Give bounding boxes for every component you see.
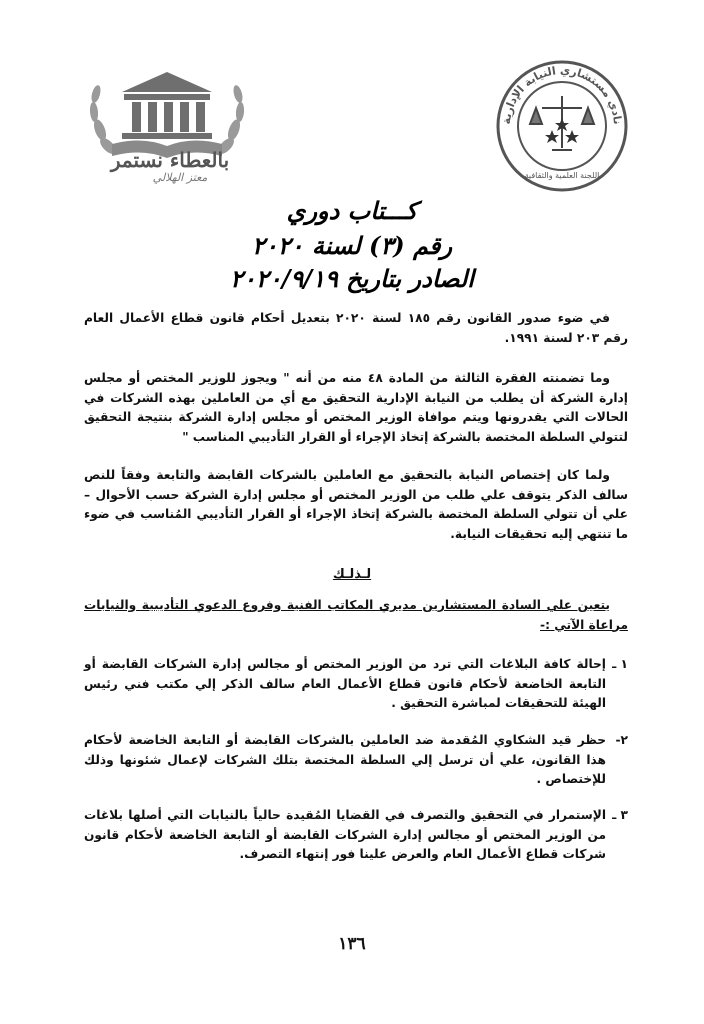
document-title: كـــتاب دوري — [286, 196, 418, 225]
paragraph-1: في ضوء صدور القانون رقم ١٨٥ لسنة ٢٠٢٠ بتعديل أحكام قانون قطاع الأعمال العام رقم ٢٠٣ لسنة ١٩٩١. — [84, 311, 628, 345]
item-number: ٢- — [615, 733, 628, 747]
logo-signature: معتز الهلالي — [152, 171, 208, 184]
list-item — [84, 731, 628, 790]
section-heading: لـذلـك — [332, 567, 372, 582]
list-item — [84, 655, 628, 714]
item-number: ٣ ـ — [612, 808, 628, 822]
paragraph-3: ولما كان إختصاص النيابة بالتحقيق مع العاملين بالشركات القابضة والتابعة وفقاً للنص سالف الذكر يتوقف علي طلب من الوزير المختص أو مجلس إدارة الشركة حسب الأحوال – علي أن تتولي السلطة المختصة بالشركة إتخاذ الإجراء أو القرار التأديبي المُناسب في ضوء ما تنتهي إليه تحقيقات النيابة. — [84, 468, 628, 541]
document-number: رقم (٣) لسنة ٢٠٢٠ — [251, 231, 453, 260]
prosecutors-club-seal — [492, 56, 632, 196]
logo-caption: بالعطاء نستمر — [110, 148, 230, 172]
item-text: إحالة كافة البلاغات التي ترد من الوزير المختص أو مجالس إدارة الشركات القابضة أو التابعة الخاضعة لأحكام قانون قطاع الأعمال العام سالف الذكر إلي مكتب فني رئيس الهيئة للتحقيقات لمباشرة التحقيق . — [84, 657, 606, 710]
item-number: ١ ـ — [612, 657, 628, 671]
page-number: ١٣٦ — [338, 934, 366, 954]
paragraph-2: وما تضمنته الفقرة الثالثة من المادة ٤٨ منه من أنه " ويجوز للوزير المختص أو مجلس إدارة الشركة أن يطلب من النيابة الإدارية التحقيق مع أي من العاملين بهذه الشركات في الحالات التي يقدرونها ويتم موافاة الوزير المختص أو مجلس إدارة الشركة بنتيجة التحقيق لتتولي السلطة المختصة بالشركة إتخاذ الإجراء أو القرار التأديبي المناسب " — [84, 371, 628, 444]
instruction-paragraph: يتعين علي السادة المستشارين مديري المكاتب الفنية وفروع الدعوي التأديبية والنيابات مراعاة الآتي :- — [84, 598, 628, 632]
item-text: الإستمرار في التحقيق والتصرف في القضايا المُقيدة حالياً بالنيابات التي أصلها بلاغات من الوزير المختص أو مجالس إدارة الشركات القابضة أو التابعة الخاضعة لأحكام قانون شركات قطاع الأعمال العام والعرض علينا فور إنتهاء التصرف. — [84, 808, 606, 861]
seal-ring-text: نادي مستشاري النيابة الإدارية — [499, 63, 625, 125]
seal-sub-text: اللجنة العلمية والثقافية — [524, 171, 600, 180]
document-date: الصادر بتاريخ ٢٠٢٠/٩/١٩ — [230, 264, 474, 293]
list-item — [84, 806, 628, 865]
item-text: حظر قيد الشكاوي المُقدمة ضد العاملين بالشركات القابضة أو التابعة الخاضعة لأحكام هذا القانون، علي أن ترسل إلي السلطة المختصة بتلك الشركات لإعمال شئونها وذلك للإختصاص . — [84, 733, 606, 786]
